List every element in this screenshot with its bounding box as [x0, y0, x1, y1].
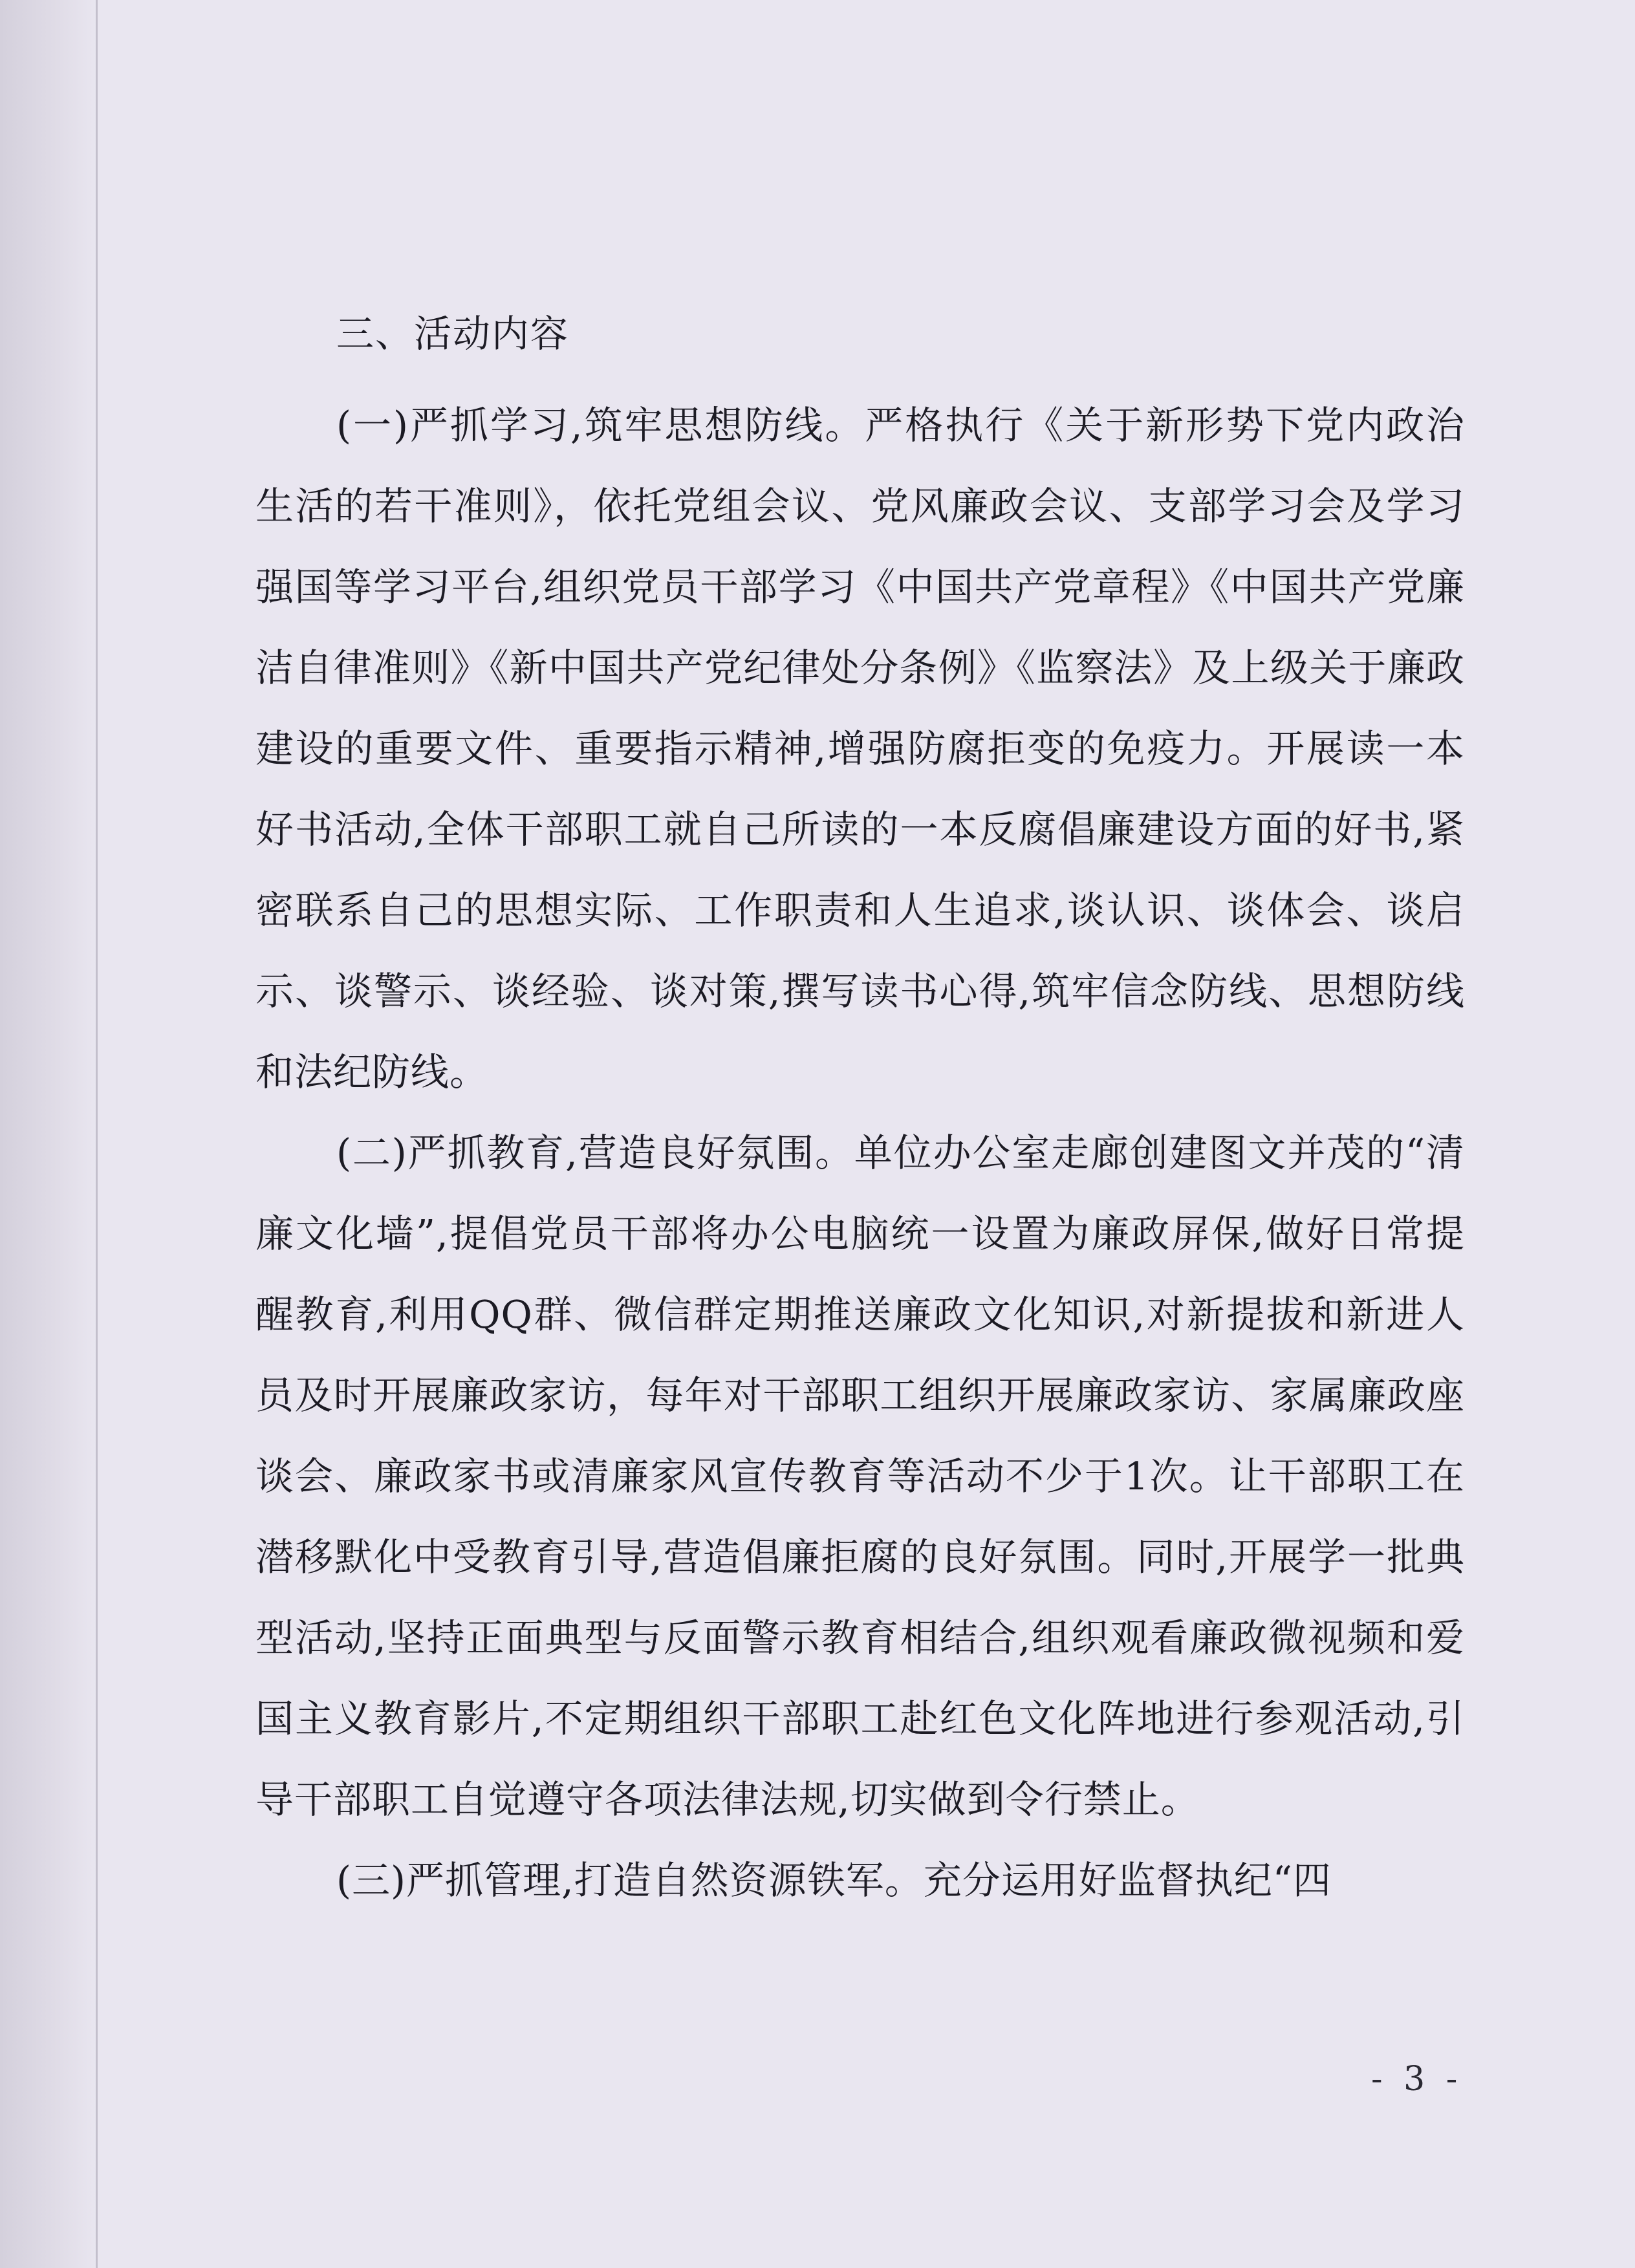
section-heading: 三、活动内容: [336, 312, 570, 356]
paragraph-education: (二)严抓教育,营造良好氛围。单位办公室走廊创建图文并茂的“清廉文化墙”,提倡党员干部将办公电脑统一设置为廉政屏保,做好日常提醒教育,利用QQ群、微信群定期推送廉政文化知识,对新提拔和新进人员及时开展廉政家访，每年对干部职工组织开展廉政家访、家属廉政座谈会、廉政家书或清廉家风宣传教育等活动不少于1次。让干部职工在潜移默化中受教育引导,营造倡廉拒腐的良好氛围。同时,开展学一批典型活动,坚持正面典型与反面警示教育相结合,组织观看廉政微视频和爱国主义教育影片,不定期组织干部职工赴红色文化阵地进行参观活动,引导干部职工自觉遵守各项法律法规,切实做到令行禁止。: [255, 1130, 1465, 1822]
paragraph-management: (三)严抓管理,打造自然资源铁军。充分运用好监督执纪“四: [336, 1858, 1332, 1903]
page-number: - 3 -: [1371, 2060, 1463, 2099]
page-binding-shadow: [0, 0, 97, 2268]
document-body: [255, 304, 1465, 1921]
page-binding-line: [96, 0, 98, 2268]
paragraph-study: (一)严抓学习,筑牢思想防线。严格执行《关于新形势下党内政治生活的若干准则》，依托党组会议、党风廉政会议、支部学习会及学习强国等学习平台,组织党员干部学习《中国共产党章程》《中国共产党廉洁自律准则》《新中国共产党纪律处分条例》《监察法》及上级关于廉政建设的重要文件、重要指示精神,增强防腐拒变的免疫力。开展读一本好书活动,全体干部职工就自己所读的一本反腐倡廉建设方面的好书,紧密联系自己的思想实际、工作职责和人生追求,谈认识、谈体会、谈启示、谈警示、谈经验、谈对策,撰写读书心得,筑牢信念防线、思想防线和法纪防线。: [255, 403, 1465, 1094]
